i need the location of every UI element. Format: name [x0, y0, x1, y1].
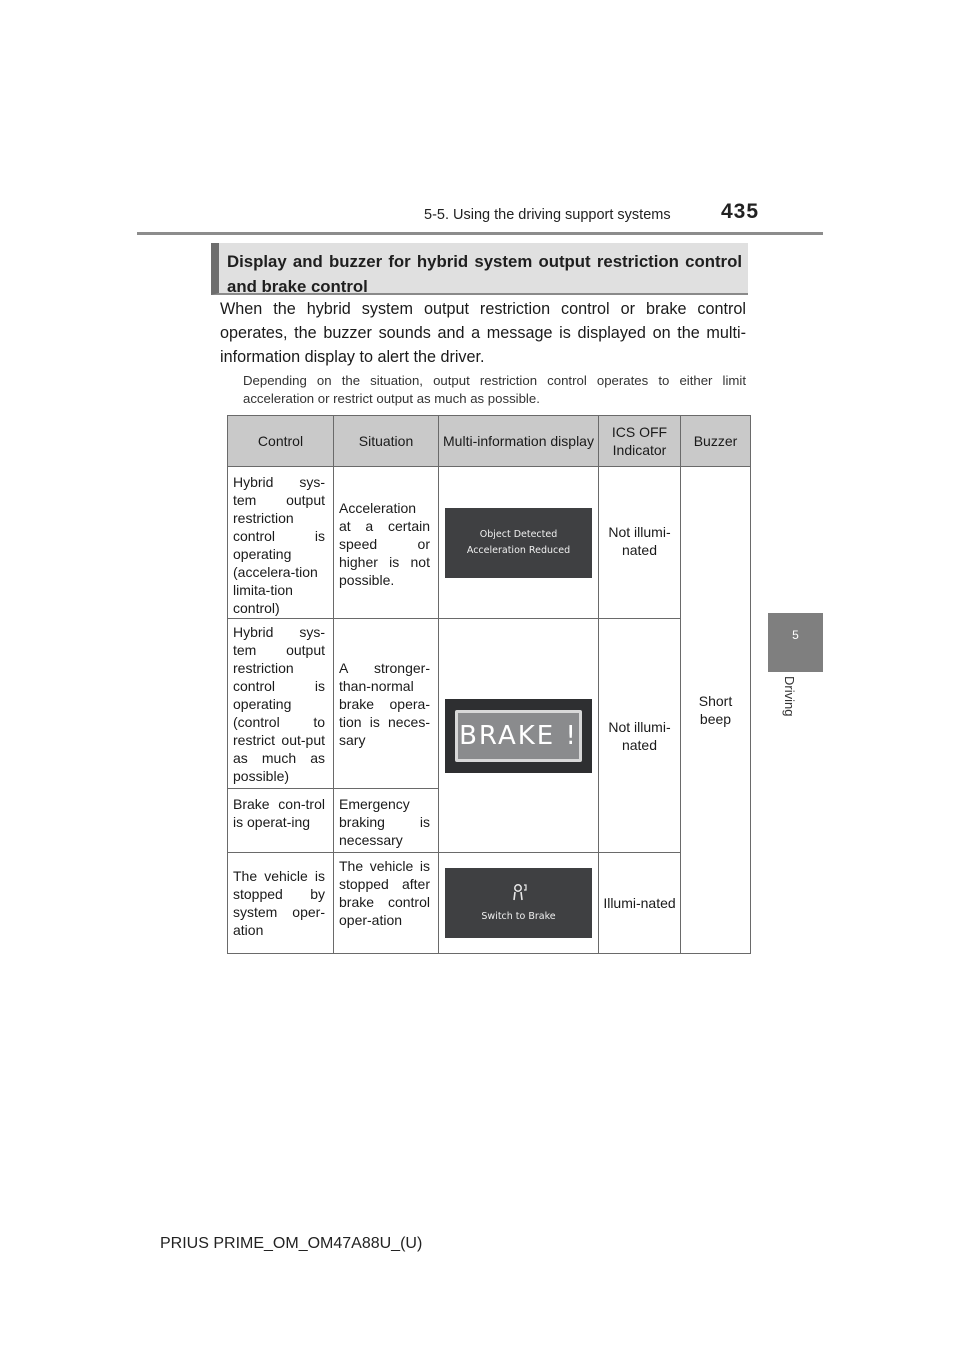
footer-doc-code: PRIUS PRIME_OM_OM47A88U_(U)	[160, 1235, 423, 1252]
display-line: Object Detected	[479, 528, 558, 540]
cell-display	[439, 853, 599, 954]
cell-control: Hybrid sys-tem output restriction control is operating (control to restrict out-put as much as possible)	[228, 619, 334, 789]
cell-indicator: Not illumi-nated	[599, 467, 681, 619]
note-text: Depending on the situation, output restriction control operates to either limit acceleration or restrict output as much as possible.	[243, 373, 746, 406]
cell-control: The vehicle is stopped by system oper-ation	[228, 853, 334, 954]
table-header-row	[228, 416, 751, 467]
cell-control: Hybrid sys-tem output restriction control is operating (accelera-tion limita-tion control)	[228, 467, 334, 619]
display-line: Switch to Brake	[481, 911, 556, 922]
cell-display	[439, 467, 599, 619]
display-screen-brake	[445, 699, 592, 773]
table-row	[228, 853, 751, 954]
col-header-display: Multi-information display	[439, 416, 599, 467]
cell-situation: The vehicle is stopped after brake control oper-ation	[334, 853, 439, 954]
col-header-situation: Situation	[334, 416, 439, 467]
display-screen-acceleration-reduced	[445, 508, 592, 578]
cell-control: Brake con-trol is operat-ing	[228, 789, 334, 853]
cell-indicator: Not illumi-nated	[599, 619, 681, 853]
page-number: 435	[721, 200, 760, 223]
display-screen-switch-to-brake	[445, 868, 592, 938]
chapter-label: Driving	[782, 676, 797, 717]
brake-warning: BRAKE !	[455, 710, 582, 762]
cell-situation: A stronger-than-normal brake opera-tion is neces-sary	[334, 619, 439, 789]
chapter-tab	[768, 613, 823, 672]
brake-hold-icon	[510, 882, 528, 902]
chapter-number: 5	[792, 628, 799, 642]
display-line: Acceleration Reduced	[466, 544, 571, 556]
header-rule	[137, 232, 823, 235]
cell-situation: Emergency braking is necessary	[334, 789, 439, 853]
col-header-indicator: ICS OFF Indicator	[599, 416, 681, 467]
display-buzzer-table	[227, 415, 751, 954]
running-header-section: 5-5. Using the driving support systems	[424, 207, 671, 223]
col-header-buzzer: Buzzer	[681, 416, 751, 467]
cell-display	[439, 619, 599, 853]
col-header-control: Control	[228, 416, 334, 467]
cell-indicator: Illumi-nated	[599, 853, 681, 954]
cell-situation: Acceleration at a certain speed or higher is not possible.	[334, 467, 439, 619]
body-paragraph: When the hybrid system output restriction control or brake control operates, the buzzer sounds and a message is displayed on the multi-information display to alert the driver.	[220, 300, 746, 366]
table-row	[228, 619, 751, 789]
table-row	[228, 467, 751, 619]
cell-buzzer: Short beep	[681, 467, 751, 954]
section-title: Display and buzzer for hybrid system output restriction control and brake control	[211, 243, 748, 295]
